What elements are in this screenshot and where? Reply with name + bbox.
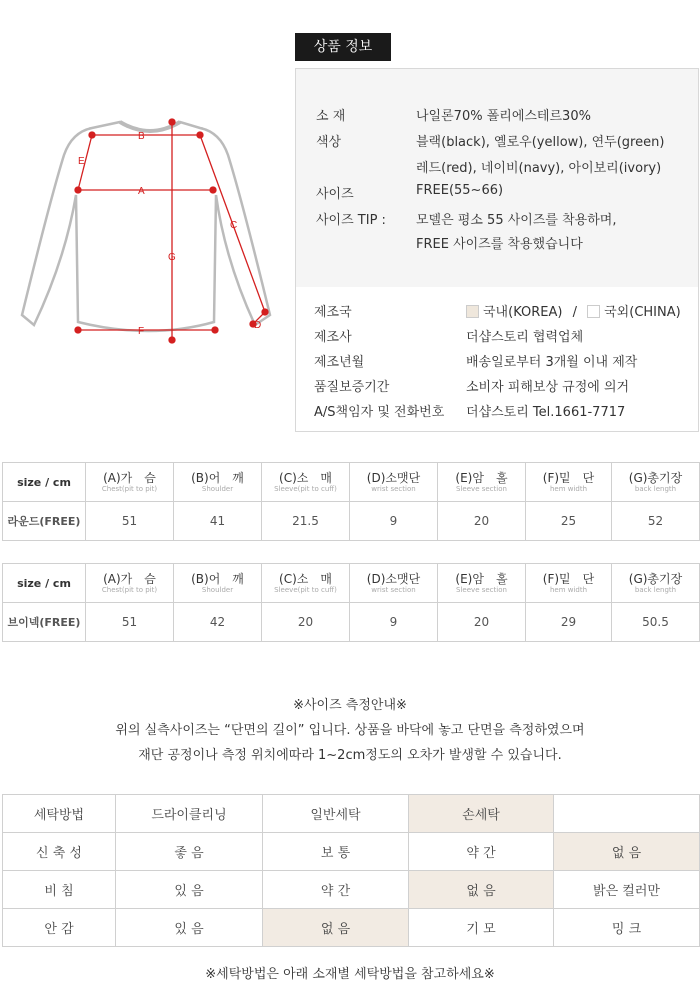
label-a: A: [138, 186, 145, 197]
table-row: [3, 603, 700, 642]
care-lining-label: 안 감: [3, 909, 116, 947]
china-checkbox: [587, 305, 600, 318]
col-shoulder: (B)어 깨 Shoulder: [174, 463, 262, 502]
table-row: [3, 502, 700, 541]
table-row: [3, 795, 700, 833]
origin-label: 제조국: [314, 305, 352, 320]
material-value: 나일론70% 폴리에스테르30%: [416, 109, 591, 124]
care-sheer-label: 비 침: [3, 871, 116, 909]
size-notice-title: ※사이즈 측정안내※: [293, 698, 407, 713]
cell-value: 20: [262, 603, 350, 642]
color-value-2: 레드(red), 네이비(navy), 아이보리(ivory): [416, 161, 662, 176]
origin-separator: /: [572, 305, 577, 320]
cell-value: 20: [438, 603, 526, 642]
size-table-round: [2, 462, 700, 541]
care-cell: 있 음: [116, 871, 263, 909]
korea-checkbox: [466, 305, 479, 318]
label-g: G: [168, 252, 176, 263]
cell-value: 9: [350, 502, 438, 541]
label-d: D: [254, 320, 262, 331]
care-cell: 없 음: [554, 833, 700, 871]
manufacture-date-value: 배송일로부터 3개월 이내 제작: [466, 355, 638, 370]
cell-value: 50.5: [612, 603, 700, 642]
row-label: 브이넥(FREE): [3, 603, 86, 642]
col-length: (G)총기장 back length: [612, 463, 700, 502]
col-length: (G)총기장 back length: [612, 564, 700, 603]
cell-value: 51: [86, 502, 174, 541]
care-hand-wash: 손세탁: [409, 795, 554, 833]
label-e: E: [78, 156, 85, 167]
care-cell: 보 통: [263, 833, 409, 871]
row-label: 라운드(FREE): [3, 502, 86, 541]
cell-value: 9: [350, 603, 438, 642]
cell-value: 20: [438, 502, 526, 541]
care-cell: 약 간: [409, 833, 554, 871]
product-info-panel: [295, 68, 699, 432]
care-cell: 약 간: [263, 871, 409, 909]
size-notice-line2: 재단 공정이나 측정 위치에따라 1~2cm정도의 오차가 발생할 수 있습니다.: [138, 748, 562, 763]
care-empty: [554, 795, 700, 833]
cell-value: 51: [86, 603, 174, 642]
origin-china: 국외(CHINA): [604, 305, 681, 320]
col-wrist: (D)소맷단 wrist section: [350, 564, 438, 603]
material-label: 소 재: [316, 109, 346, 124]
as-contact-label: A/S책임자 및 전화번호: [314, 405, 445, 420]
origin-korea: 국내(KOREA): [483, 305, 563, 320]
size-table-vneck: [2, 563, 700, 642]
care-cell: 밝은 컬러만: [554, 871, 700, 909]
care-cell: 없 음: [263, 909, 409, 947]
size-tip-label: 사이즈 TIP :: [316, 213, 386, 228]
size-value: FREE(55~66): [416, 183, 504, 198]
table-row: [3, 871, 700, 909]
cell-value: 42: [174, 603, 262, 642]
color-label: 색상: [316, 135, 342, 150]
cell-value: 41: [174, 502, 262, 541]
col-chest: (A)가 슴 Chest(pit to pit): [86, 564, 174, 603]
col-hem: (F)밑 단 hem width: [526, 463, 612, 502]
label-c: C: [230, 220, 238, 231]
col-chest: (A)가 슴 Chest(pit to pit): [86, 463, 174, 502]
cell-value: 52: [612, 502, 700, 541]
size-tip-value-1: 모델은 평소 55 사이즈를 착용하며,: [416, 213, 617, 228]
cell-value: 21.5: [262, 502, 350, 541]
col-hem: (F)밑 단 hem width: [526, 564, 612, 603]
care-cell: 좋 음: [116, 833, 263, 871]
product-info-tag: 상품 정보: [295, 33, 391, 61]
size-cm-header: size / cm: [3, 564, 86, 603]
cell-value: 29: [526, 603, 612, 642]
cell-value: 25: [526, 502, 612, 541]
care-cell: 없 음: [409, 871, 554, 909]
size-tip-value-2: FREE 사이즈를 착용했습니다: [416, 237, 583, 252]
col-armhole: (E)암 홀 Sleeve section: [438, 564, 526, 603]
col-shoulder: (B)어 깨 Shoulder: [174, 564, 262, 603]
size-notice-line1: 위의 실측사이즈는 “단면의 길이” 입니다. 상품을 바닥에 놓고 단면을 측정하였으며: [115, 723, 585, 738]
care-cell: 밍 크: [554, 909, 700, 947]
care-stretch-label: 신 축 성: [3, 833, 116, 871]
col-wrist: (D)소맷단 wrist section: [350, 463, 438, 502]
as-contact-value: 더샵스토리 Tel.1661-7717: [466, 405, 626, 420]
size-cm-header: size / cm: [3, 463, 86, 502]
size-label: 사이즈: [316, 187, 354, 202]
product-spec-section: [296, 69, 698, 287]
col-sleeve: (C)소 매 Sleeve(pit to cuff): [262, 564, 350, 603]
maker-value: 더샵스토리 협력업체: [466, 330, 584, 345]
color-value-1: 블랙(black), 옐로우(yellow), 연두(green): [416, 135, 665, 150]
care-footer-note: ※세탁방법은 아래 소재별 세탁방법을 참고하세요※: [205, 967, 495, 982]
care-normal-wash: 일반세탁: [263, 795, 409, 833]
label-f: F: [138, 326, 145, 337]
care-header-method: 세탁방법: [3, 795, 116, 833]
warranty-label: 품질보증기간: [314, 380, 390, 395]
maker-label: 제조사: [314, 330, 352, 345]
care-table: [2, 794, 700, 947]
table-row: [3, 909, 700, 947]
garment-diagram: [20, 110, 280, 350]
label-b: B: [138, 131, 145, 142]
care-dry-clean: 드라이클리닝: [116, 795, 263, 833]
col-armhole: (E)암 홀 Sleeve section: [438, 463, 526, 502]
col-sleeve: (C)소 매 Sleeve(pit to cuff): [262, 463, 350, 502]
care-cell: 있 음: [116, 909, 263, 947]
care-cell: 기 모: [409, 909, 554, 947]
table-row: [3, 833, 700, 871]
manufacture-date-label: 제조년월: [314, 355, 365, 370]
warranty-value: 소비자 피해보상 규정에 의거: [466, 380, 630, 395]
origin-value: [466, 301, 681, 320]
